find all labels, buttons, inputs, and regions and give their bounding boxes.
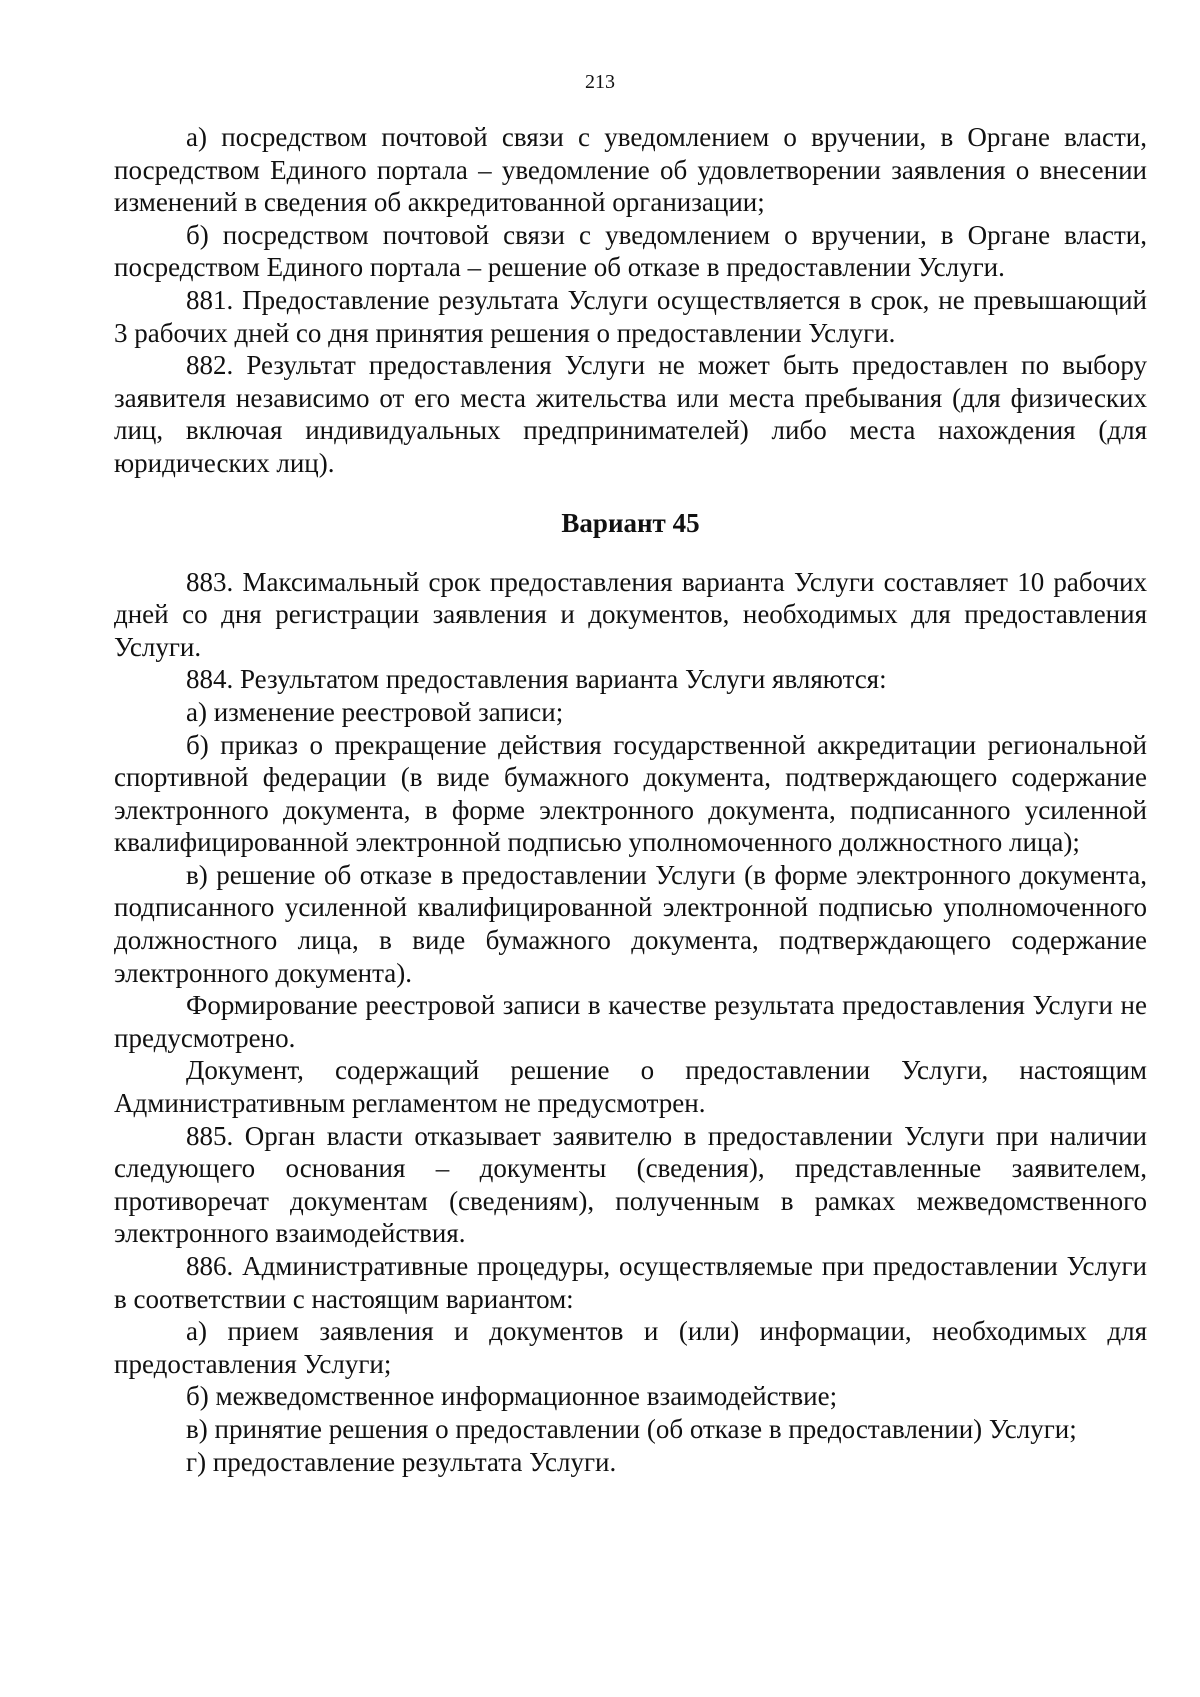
paragraph-886-b: б) межведомственное информационное взаимодействие; — [186, 1381, 838, 1412]
paragraph-884-v: в) решение об отказе в предоставлении Услуги (в форме электронного документа, подписанного усиленной квалифицированной электронной подписью уполномоченного должностного лица, в виде бумажного документа, подтверждающего содержание электронного документа). — [114, 859, 1147, 988]
paragraph-881: 881. Предоставление результата Услуги осуществляется в срок, не превышающий 3 рабочих дней со дня принятия решения о предоставлении Услуги. — [114, 284, 1147, 348]
paragraph-decision-document: Документ, содержащий решение о предоставлении Услуги, настоящим Административным регламентом не предусмотрен. — [114, 1055, 1147, 1119]
paragraph-886-v: в) принятие решения о предоставлении (об отказе в предоставлении) Услуги; — [186, 1413, 1077, 1444]
paragraph-882: 882. Результат предоставления Услуги не может быть предоставлен по выбору заявителя независимо от его места жительства или места пребывания (для физических лиц, включая индивидуальных предпринимателей) либо места нахождения (для юридических лиц). — [114, 350, 1147, 478]
paragraph-884-b: б) приказ о прекращение действия государственной аккредитации региональной спортивной федерации (в виде бумажного документа, подтверждающего содержание электронного документа, в форме электронного документа, подписанного усиленной квалифицированной электронной подписью уполномоченного должностного лица); — [114, 729, 1147, 858]
paragraph-result-notice-b: б) посредством почтовой связи с уведомлением о вручении, в Органе власти, посредством Единого портала – решение об отказе в предоставлении Услуги. — [114, 219, 1147, 283]
paragraph-886: 886. Административные процедуры, осуществляемые при предоставлении Услуги в соответствии с настоящим вариантом: — [114, 1251, 1147, 1314]
paragraph-883: 883. Максимальный срок предоставления варианта Услуги составляет 10 рабочих дней со дня регистрации заявления и документов, необходимых для предоставления Услуги. — [114, 566, 1147, 662]
page-number: 213 — [585, 71, 615, 93]
paragraph-885: 885. Орган власти отказывает заявителю в предоставлении Услуги при наличии следующего основания – документы (сведения), представленные заявителем, противоречат документам (сведениям), полученным в рамках межведомственного электронного взаимодействия. — [114, 1120, 1147, 1249]
paragraph-886-a: а) прием заявления и документов и (или) информации, необходимых для предоставления Услуги; — [114, 1316, 1147, 1379]
paragraph-registry-record: Формирование реестровой записи в качестве результата предоставления Услуги не предусмотрено. — [114, 990, 1147, 1053]
document-body — [114, 121, 1147, 1478]
paragraph-886-g: г) предоставление результата Услуги. — [186, 1446, 617, 1477]
section-heading: Вариант 45 — [561, 507, 700, 538]
paragraph-884: 884. Результатом предоставления варианта Услуги являются: — [186, 664, 887, 695]
paragraph-884-a: а) изменение реестровой записи; — [186, 696, 564, 727]
paragraph-result-notice-a: а) посредством почтовой связи с уведомлением о вручении, в Органе власти, посредством Единого портала – уведомление об удовлетворении заявления о внесении изменений в сведения об аккредитованной организации; — [114, 122, 1147, 218]
